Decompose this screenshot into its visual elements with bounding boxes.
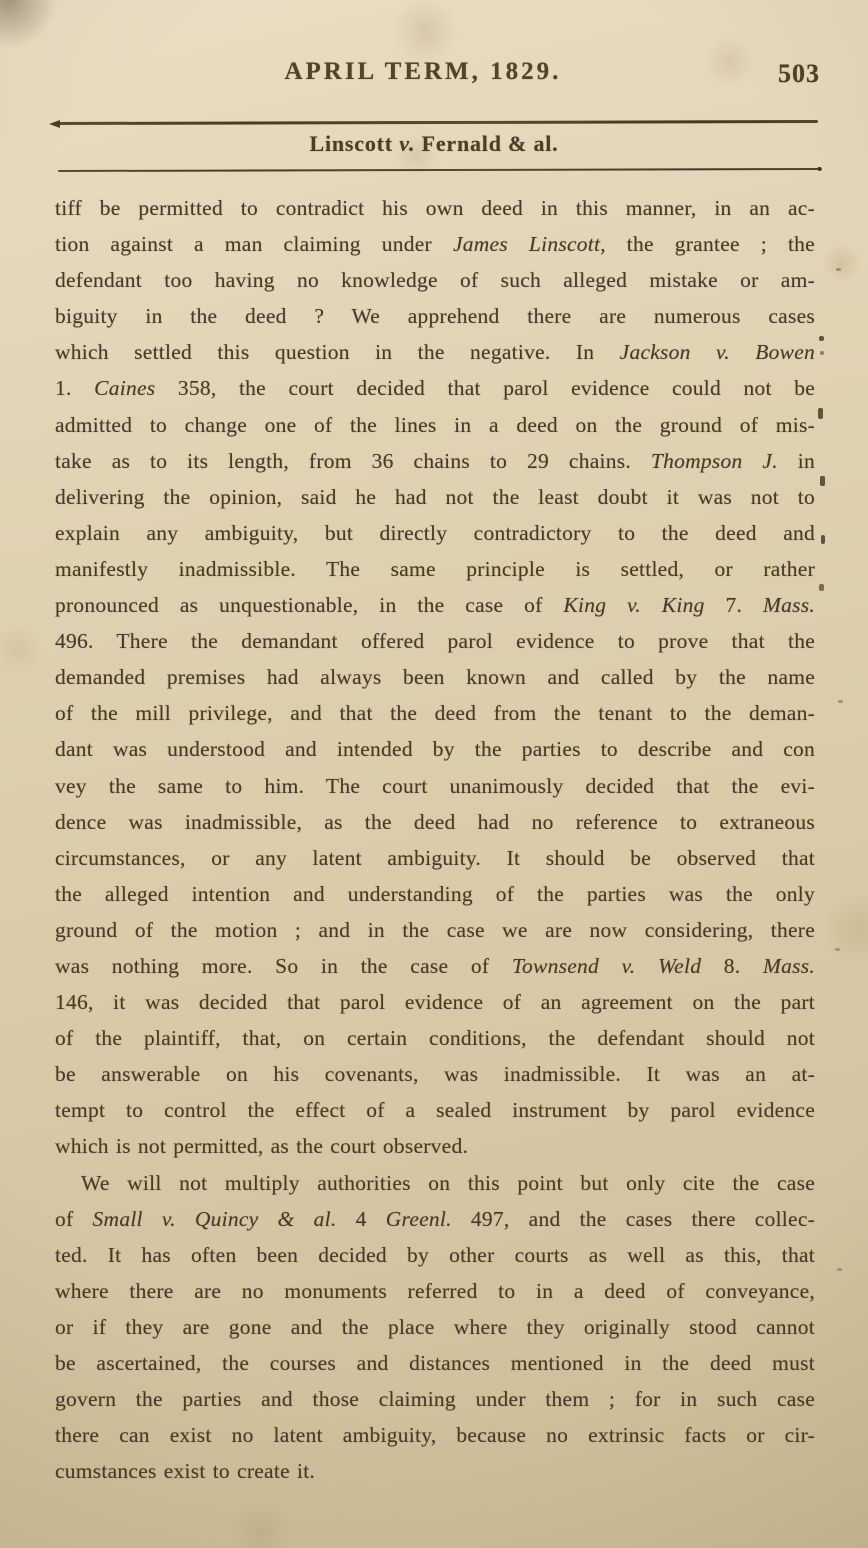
text-run: biguity in the deed ? We apprehend there are numerous cases [55,304,815,329]
text-line [55,407,815,443]
text-run: govern the parties and those claiming under them ; for in such case [55,1387,815,1412]
text-run: manifestly inadmissible. The same principle is settled, or rather [55,556,815,581]
text-run: 497, and the cases there collec- [451,1206,816,1231]
text-line [55,948,815,984]
text-line [55,1453,815,1489]
text-run: which is not permitted, as the court observed. [55,1134,469,1159]
text-run: tiff be permitted to contradict his own deed in this manner, in an ac- [55,196,815,220]
text-run: 4 [336,1206,386,1231]
scan-speck [819,336,824,341]
text-line [55,1345,815,1381]
text-run: admitted to change one of the lines in a deed on the ground of mis- [55,412,815,437]
text-run: explain any ambiguity, but directly contradictory to the deed and [55,520,815,545]
text-line [55,587,815,623]
text-run: cumstances exist to create it. [55,1459,316,1484]
scan-speck [820,476,825,486]
text-line [55,876,815,912]
text-run: demanded premises had always been known and called by the name [55,665,815,690]
text-run: defendant too having no knowledge of such alleged mistake or am- [55,268,815,293]
text-line [55,226,815,262]
text-run: the alleged intention and understanding of the parties was the only [55,881,815,906]
citation-italic: Jackson v. Bowen [619,340,815,365]
scan-speck [838,700,843,703]
text-line [55,1309,815,1345]
text-run: 496. There the demandant offered parol evidence to prove that the [55,629,815,654]
text-line [55,1237,815,1273]
text-line [55,731,815,767]
scan-speck [820,351,824,355]
citation-italic: James Linscott [452,232,601,257]
case-title [0,131,868,157]
text-line [55,1128,815,1164]
text-line [55,1056,815,1092]
text-line [55,1201,815,1237]
text-run: tempt to control the effect of a sealed instrument by parol evidence [55,1098,815,1123]
citation-italic: Mass. [762,593,816,618]
scan-speck [821,535,825,544]
text-line [55,659,815,695]
text-run: of the plaintiff, that, on certain conditions, the defendant should not [55,1026,815,1051]
text-run: take as to its length, from 36 chains to 29 chains. [55,448,651,473]
scan-speck [837,1268,842,1271]
text-run: be ascertained, the courses and distances mentioned in the deed must [55,1351,815,1375]
text-line [55,840,815,876]
text-line [55,695,815,731]
text-line [55,334,815,370]
text-line [55,1381,815,1417]
text-line [55,1092,815,1128]
text-line [55,262,815,298]
page-header [0,58,868,94]
text-run: of the mill privilege, and that the deed from the tenant to the deman- [55,701,815,726]
text-run: was nothing more. So in the case of [55,953,512,978]
divider-rule-top [58,120,818,125]
text-run: 7. [704,593,763,618]
text-run: 146, it was decided that parol evidence of an agreement on the part [55,990,815,1015]
scan-speck [819,584,824,591]
text-line [55,1273,815,1309]
opinion-text [55,190,815,1489]
scan-speck [818,408,823,419]
text-run: tion against a man claiming under [55,232,453,257]
citation-italic: v. [399,131,416,156]
text-line [55,1417,815,1453]
text-run: circumstances, or any latent ambiguity. It should be observed that [55,845,815,870]
text-run: of [55,1206,93,1231]
text-run: there can exist no latent ambiguity, because no extrinsic facts or cir- [55,1423,815,1448]
text-line [55,443,815,479]
citation-italic: Mass. [762,953,815,978]
text-run: ground of the motion ; and in the case we are now considering, there [55,917,815,942]
text-run: Linscott [309,131,400,156]
text-run: pronounced as unquestionable, in the case of [55,593,564,618]
page-number: 503 [778,59,820,88]
text-run: delivering the opinion, said he had not the least doubt it was not to [55,484,815,509]
text-line [55,623,815,659]
text-run: be answerable on his covenants, was inadmissible. It was an at- [55,1062,815,1087]
scan-speck [836,268,841,271]
citation-italic: Townsend v. Weld [511,953,702,978]
text-run: dant was understood and intended by the parties to describe and con [55,737,815,762]
text-run: which settled this question in the negative. In [55,340,620,365]
text-run: 1. [55,376,95,401]
citation-italic: Thompson J. [650,448,778,473]
text-run: vey the same to him. The court unanimously decided that the evi- [55,773,815,798]
citation-italic: Small v. Quincy & al. [92,1206,337,1231]
text-line [55,768,815,804]
text-run: , the grantee ; the [600,232,815,257]
text-run: ted. It has often been decided by other courts as well as this, that [55,1242,815,1267]
text-line [55,190,815,226]
text-run: Fernald & al. [415,131,559,156]
divider-rule-bottom [58,168,818,172]
text-run: We will not multiply authorities on this point but only cite the case [81,1170,815,1195]
text-line [55,479,815,515]
text-run: 8. [701,953,763,978]
text-line [55,298,815,334]
text-run: in [777,448,815,473]
text-run: dence was inadmissible, as the deed had no reference to extraneous [55,809,815,834]
citation-italic: Caines [94,376,156,401]
text-line [55,984,815,1020]
text-line [55,912,815,948]
text-run: or if they are gone and the place where they originally stood cannot [55,1314,815,1339]
text-line [55,370,815,406]
text-run: where there are no monuments referred to in a deed of conveyance, [55,1278,815,1303]
text-line [55,1020,815,1056]
running-head-term-title: APRIL TERM, 1829. [284,58,562,85]
text-line [55,551,815,587]
text-line [55,1165,815,1201]
citation-italic: King v. King [563,593,705,618]
text-run: 358, the court decided that parol evidence could not be [155,376,816,401]
text-line [55,804,815,840]
text-line [55,515,815,551]
scan-speck [835,948,840,951]
citation-italic: Greenl. [385,1206,452,1231]
